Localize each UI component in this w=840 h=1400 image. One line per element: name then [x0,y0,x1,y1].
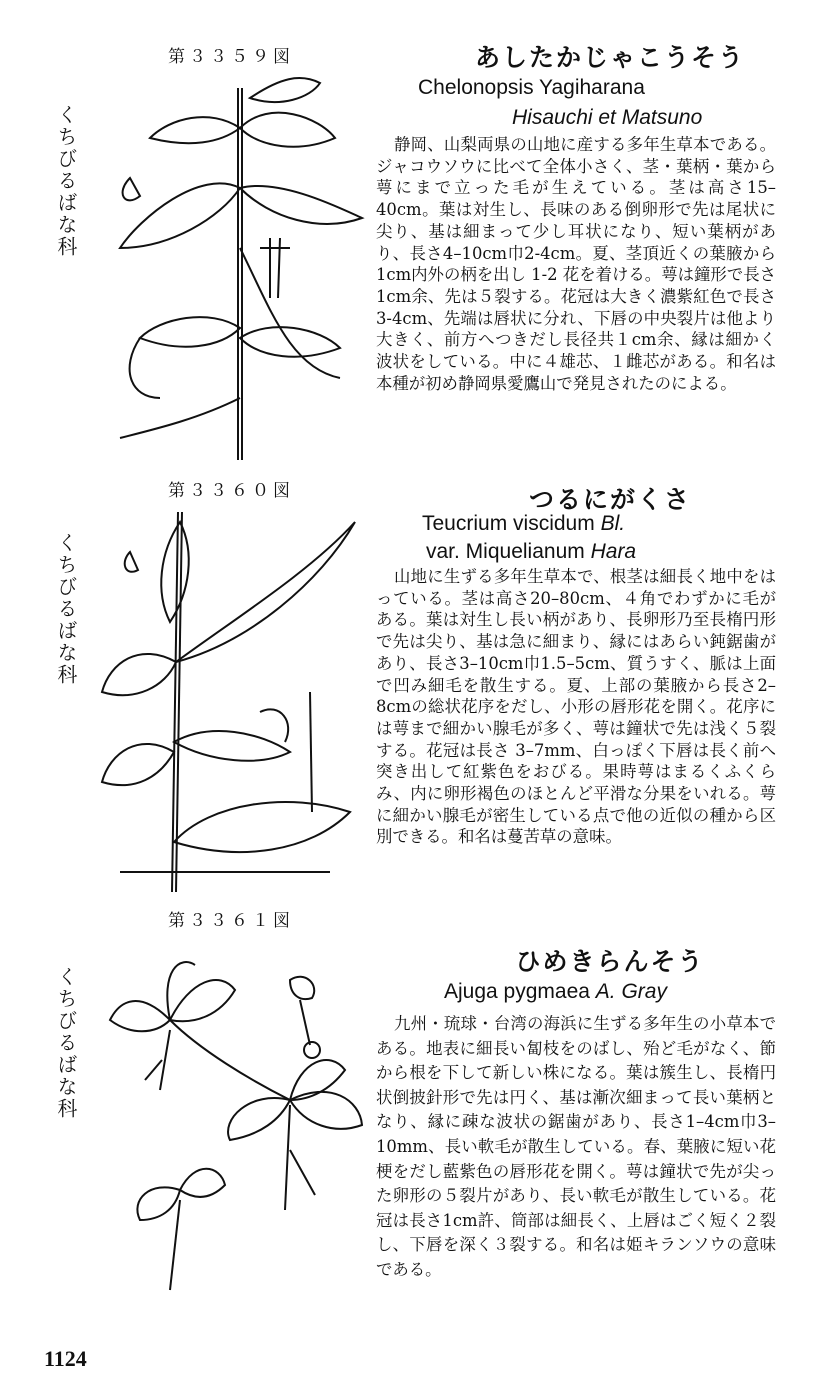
family-label: くちびるばな科 [54,966,78,1120]
variety-authority: Hara [590,540,637,563]
plant-illustration [100,950,364,1330]
species-authority: A. Gray [595,980,667,1003]
japanese-name: あしたかじゃこうそう [474,43,745,72]
plant-illustration [100,512,356,892]
scientific-name [422,512,625,536]
variety-label: var. Miquelianum [426,540,585,563]
figure-label: 第３３６０図 [168,481,294,501]
japanese-name: つるにがくさ [528,485,691,514]
japanese-name: ひめきらんそう [515,947,705,976]
author-citation: Hisauchi et Matsuno [512,106,703,129]
species-description: 山地に生ずる多年生草本で、根茎は細長く地中をはっている。茎は高さ20–80cm、４角でわずかに毛がある。葉は対生し長い柄があり、長卵形乃至長楕円形で先は尖り、基は急に細まり、縁にはあらい鈍鋸歯があり、長さ3–10cm巾1.5–5cm、質うすく、脈は上面で凹み細毛を散生する。夏、上部の葉腋から長さ2–8cmの総状花序をだし、小形の唇形花を開く。花序には萼まで細かい腺毛が多く、萼は鐘状で先は浅く５裂する。花冠は長さ 3–7mm、白っぽく下唇は長く前へ突き出して紅紫色をおびる。果時萼はまるくふくらみ、内に卵形褐色のほとんど平滑な分果をいれる。萼に細かい腺毛が密生している点で他の近似の種から区別できる。和名は蔓苦草の意味。 [376,567,776,847]
species-name: Teucrium viscidum [422,512,595,535]
scientific-name [444,980,667,1004]
species-name: Ajuga pygmaea [444,980,590,1003]
variety-name [426,540,636,564]
family-label: くちびるばな科 [54,532,78,686]
plant-illustration [100,68,368,460]
family-label: くちびるばな科 [54,104,78,258]
species-description: 静岡、山梨両県の山地に産する多年生草本である。ジャコウソウに比べて全体小さく、茎・葉柄・葉から萼にまで立った毛が生えている。茎は高さ15–40cm。葉は対生し、長味のある倒卵形で先は尾状に尖り、基は細まって少し耳状になり、短い葉柄があり、長さ4–10cm巾2-4cm。夏、茎頂近くの葉腋から 1cm内外の柄を出し 1-2 花を着ける。萼は鐘形で長さ1cm余、先は５裂する。花冠は大きく濃紫紅色で長さ3-4cm、先端は唇状に分れ、下唇の中央裂片は他より大きく、前方へつきだし長径共１cm余、縁は細かく波状をしている。中に４雄芯、１雌芯がある。和名は本種が初め静岡県愛鷹山で発見されたのによる。 [376,135,776,393]
scientific-name: Chelonopsis Yagiharana [418,76,645,99]
page-number: 1124 [44,1346,87,1371]
species-authority: Bl. [600,512,626,535]
species-description: 九州・琉球・台湾の海浜に生ずる多年生の小草本である。地表に細長い匐枝をのばし、殆ど毛がなく、節から根を下して新しい株になる。葉は簇生し、長楕円状倒披針形で先は円く、基は漸次細まって長い葉柄となり、縁に疎な波状の鋸歯があり、長さ1–4cm巾3–10mm、長い軟毛が散生している。春、葉腋に短い花梗をだし藍紫色の唇形花を開く。萼は鐘状で先が尖った卵形の５裂片があり、長い軟毛が散生している。花冠は長さ1cm許、筒部は細長く、上唇はごく短く２裂し、下唇を深く３裂する。和名は姫キランソウの意味である。 [376,1014,776,1279]
figure-label: 第３３６１図 [168,911,294,931]
figure-label: 第３３５９図 [168,47,294,67]
